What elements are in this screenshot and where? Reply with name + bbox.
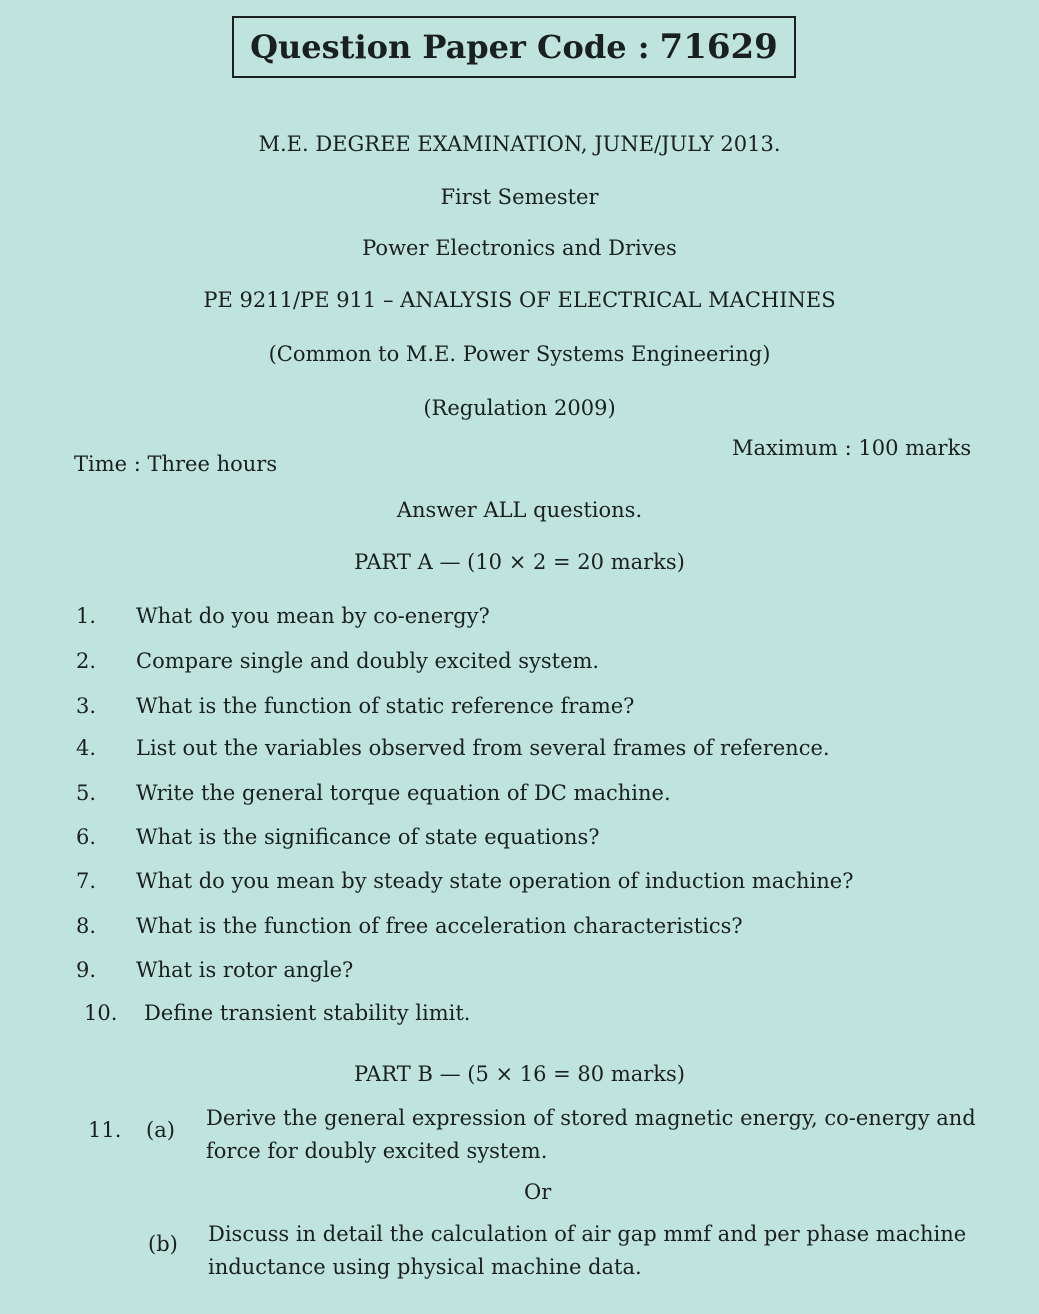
semester: First Semester: [440, 185, 599, 209]
question-item: 3. What is the function of static reference frame?: [76, 694, 635, 718]
code-label: Question Paper Code :: [250, 28, 650, 66]
code-number: 71629: [659, 27, 778, 67]
q11b-label: (b): [148, 1232, 178, 1256]
question-item: 1. What do you mean by co-energy?: [76, 604, 490, 628]
or-separator: Or: [524, 1180, 552, 1204]
q11a-text-line2: force for doubly excited system.: [206, 1139, 548, 1163]
instruction: Answer ALL questions.: [396, 498, 643, 522]
maximum-marks: Maximum : 100 marks: [732, 436, 972, 460]
q11b-text-line1: Discuss in detail the calculation of air gap mmf and per phase machine: [208, 1222, 967, 1246]
regulation: (Regulation 2009): [423, 396, 616, 420]
q11b-text-line2: inductance using physical machine data.: [208, 1255, 642, 1279]
question-paper-code-box: [232, 16, 796, 78]
question-item: 6. What is the significance of state equations?: [76, 825, 600, 849]
time-allowed: Time : Three hours: [74, 452, 278, 476]
question-item: 9. What is rotor angle?: [76, 958, 354, 982]
part-b-heading: PART B — (5 × 16 = 80 marks): [353, 1062, 685, 1086]
common-note: (Common to M.E. Power Systems Engineering): [268, 342, 771, 366]
subject: PE 9211/PE 911 – ANALYSIS OF ELECTRICAL MACHINES: [203, 288, 836, 312]
question-item: 4. List out the variables observed from several frames of reference.: [76, 736, 830, 760]
branch: Power Electronics and Drives: [362, 236, 677, 260]
question-item: 7. What do you mean by steady state operation of induction machine?: [76, 869, 854, 893]
question-item: 5. Write the general torque equation of DC machine.: [76, 781, 671, 805]
part-a-heading: PART A — (10 × 2 = 20 marks): [354, 550, 685, 574]
q11-number: 11.: [88, 1118, 122, 1142]
q11a-label: (a): [146, 1118, 175, 1142]
question-item: 2. Compare single and doubly excited system.: [76, 649, 600, 673]
exam-title: M.E. DEGREE EXAMINATION, JUNE/JULY 2013.: [258, 132, 781, 156]
question-item: 8. What is the function of free acceleration characteristics?: [76, 914, 743, 938]
question-item: 10. Define transient stability limit.: [84, 1001, 471, 1025]
q11a-text-line1: Derive the general expression of stored magnetic energy, co-energy and: [206, 1106, 976, 1130]
